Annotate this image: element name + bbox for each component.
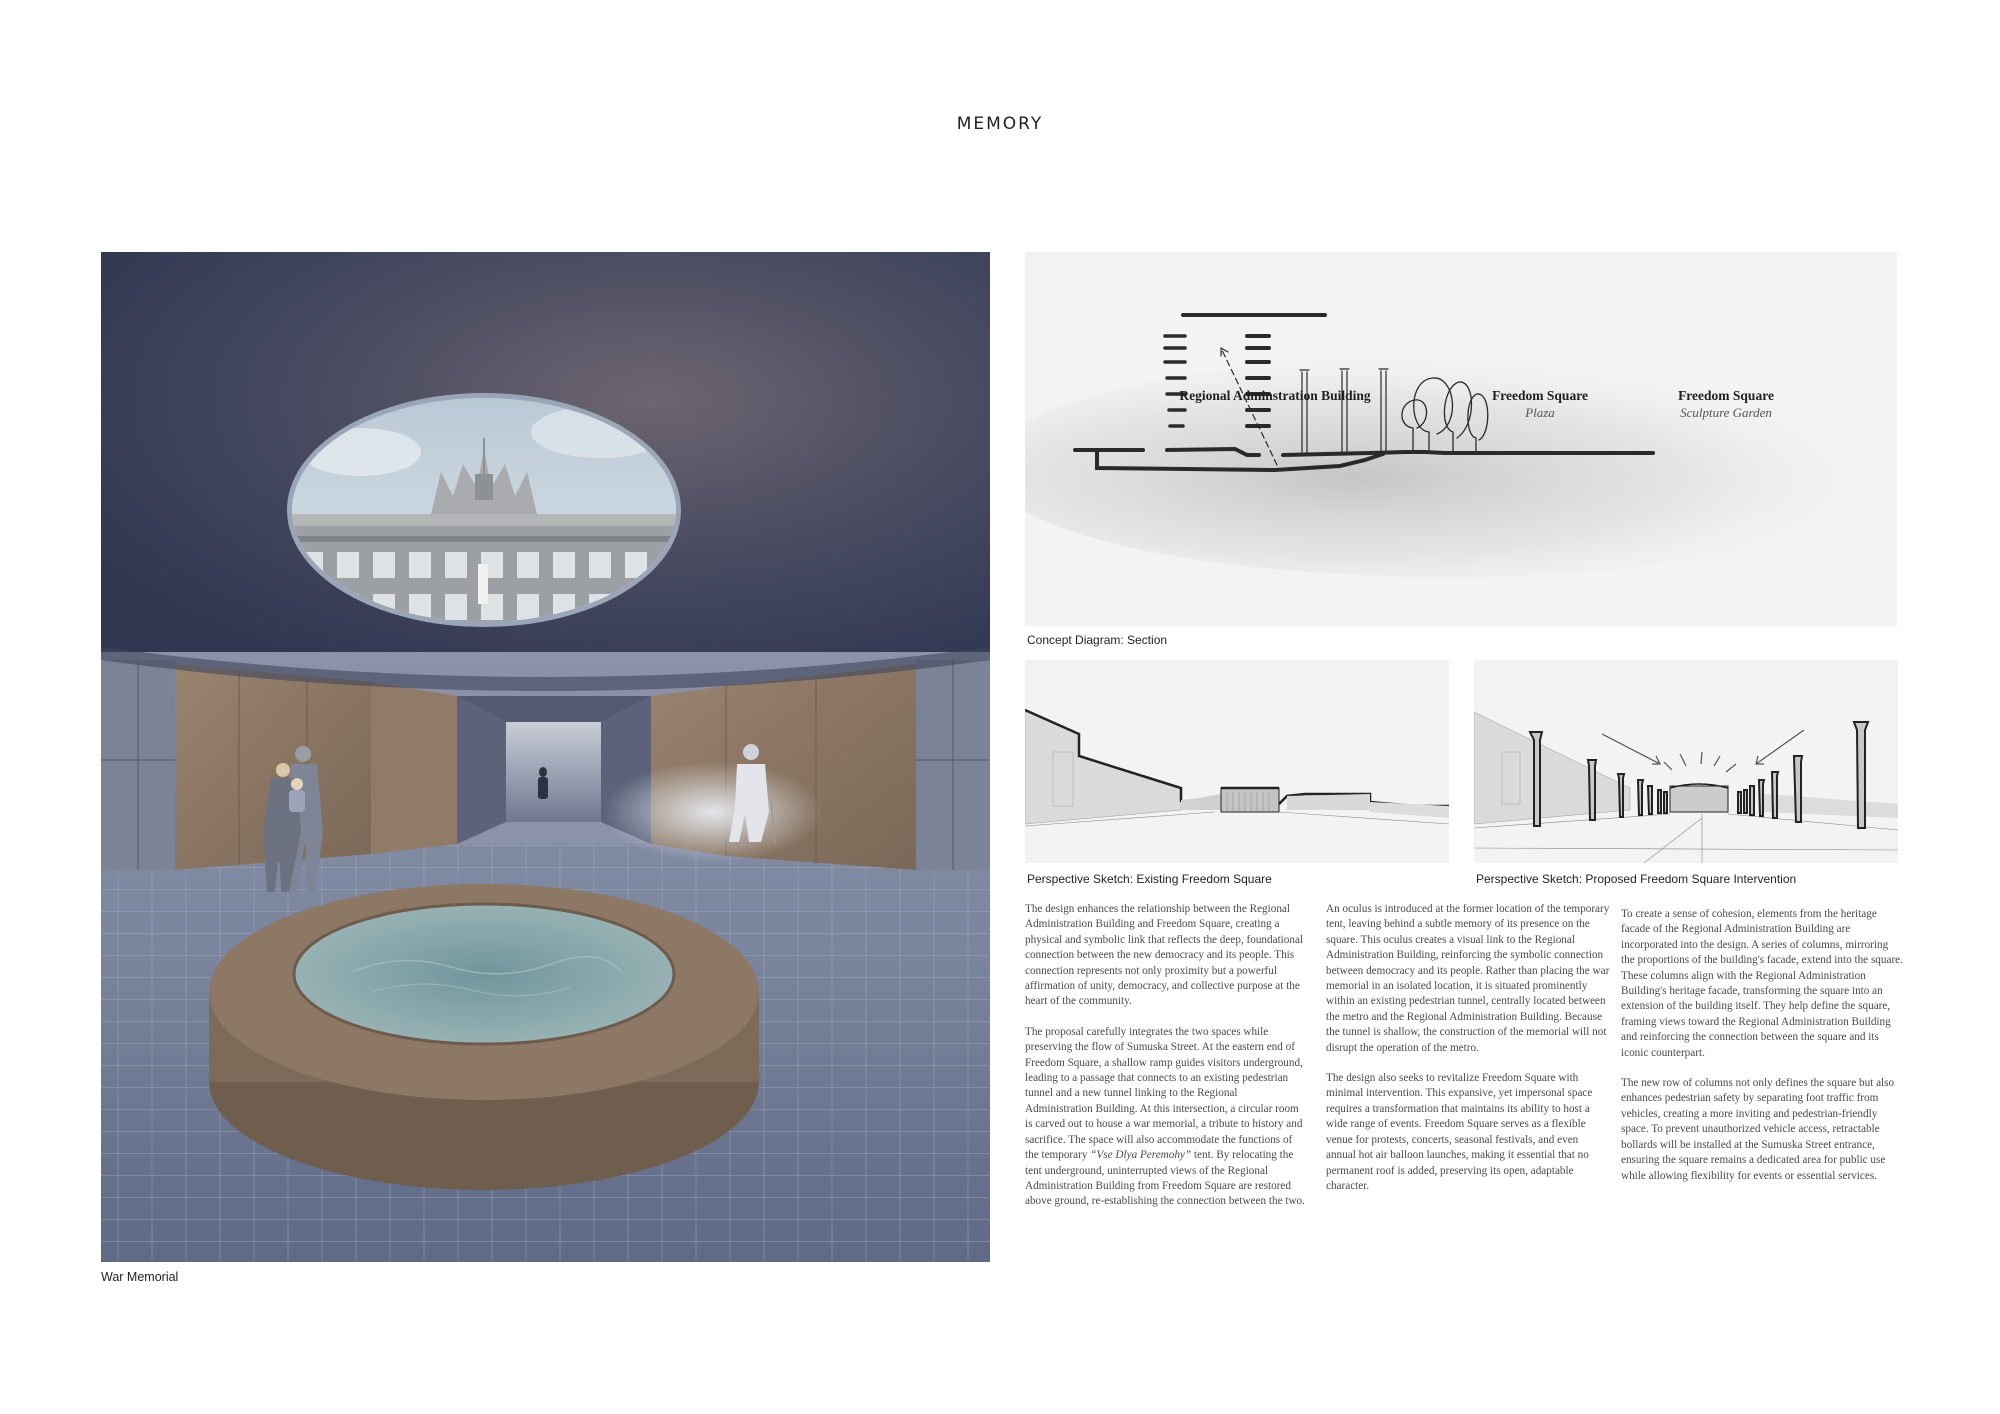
war-memorial-caption: War Memorial — [101, 1270, 179, 1284]
section-label-freedom-square-plaza: Freedom Square — [1492, 388, 1588, 403]
section-sub-sculpture-garden: Sculpture Garden — [1680, 405, 1772, 420]
paragraph: An oculus is introduced at the former location of the temporary tent, leaving behind a subtle memory of its presence on the square. This oculus creates a visual link to the Regional Administration Building, reinforcing the symbolic connection between democracy and its people. Rather than placing the war memorial in an isolated location, it is situated prominently within an existing pedestrian tunnel, centrally located between the metro and the Regional Administration Building. Because the tunnel is shallow, the construction of the memorial will not disrupt the operation of the metro. — [1326, 903, 1610, 1054]
paragraph: The design enhances the relationship between the Regional Administration Building and Freedom Square, creating a physical and symbolic link that reflects the deep, foundational connection between the new democracy and its people. This connection represents not only proximity but a powerful affirmation of unity, democracy, and collective purpose at the heart of the community. — [1025, 903, 1304, 1008]
concept-section-diagram — [1025, 252, 1897, 626]
paragraph: The design also seeks to revitalize Freedom Square with minimal intervention. This expansive, yet impersonal space requires a transformation that maintains its ability to host a wide range of events. Freedom Square serves as a flexible venue for protests, concerts, seasonal festivals, and even annual hot air balloon launches, making it essential that no permanent roof is added, preserving its open, adaptable character. — [1326, 1072, 1593, 1192]
page-title: MEMORY — [956, 114, 1044, 134]
italic-phrase: “Vse Dlya Peremohy” — [1090, 1149, 1192, 1162]
war-memorial-render — [101, 252, 990, 1262]
section-label-admin-building: Regional Adminstration Building — [1179, 388, 1371, 403]
paragraph: The new row of columns not only defines the square but also enhances pedestrian safety by separating foot traffic from vehicles, creating a more inviting and pedestrian-friendly space. To prevent unauthorized vehicle access, retractable bollards will be installed at the Sumuska Street entrance, ensuring the square remains a dedicated area for public use while allowing flexibility for events or essential services. — [1621, 1077, 1895, 1182]
text-column-1 — [1025, 902, 1307, 1225]
section-label-freedom-square-garden: Freedom Square — [1678, 388, 1774, 403]
section-diagram-caption: Concept Diagram: Section — [1027, 633, 1168, 647]
existing-square-sketch — [1025, 660, 1449, 863]
text-column-3 — [1621, 907, 1903, 1199]
paragraph: The proposal carefully integrates the two spaces while preserving the flow of Sumuska Street. At the eastern end of Freedom Square, a shallow ramp guides visitors underground, leading to a passage that connects to an existing pedestrian tunnel and a new tunnel linking to the Regional Administration Building. At this intersection, a circular room is carved out to house a war memorial, a tribute to history and sacrifice. The space will also accommodate the functions of the temporary “Vse Dlya Peremohy” tent. By relocating the tent underground, uninterrupted views of the Regional Administration Building from Freedom Square are restored above ground, re-establishing the connection between the two. — [1025, 1025, 1305, 1208]
paragraph: To create a sense of cohesion, elements from the heritage facade of the Regional Administration Building are incorporated into the design. A series of columns, mirroring the proportions of the building's facade, extend into the square. These columns align with the Regional Administration Building's heritage facade, transforming the square into an extension of the building itself. They help define the square, framing views toward the Regional Administration Building and reinforcing the connection between the square and its iconic counterpart. — [1621, 908, 1903, 1059]
existing-square-caption: Perspective Sketch: Existing Freedom Square — [1027, 872, 1272, 886]
proposed-square-sketch — [1474, 660, 1898, 863]
section-sub-plaza: Plaza — [1525, 405, 1555, 420]
text-column-2 — [1326, 902, 1610, 1209]
proposed-square-caption: Perspective Sketch: Proposed Freedom Square Intervention — [1476, 872, 1797, 886]
